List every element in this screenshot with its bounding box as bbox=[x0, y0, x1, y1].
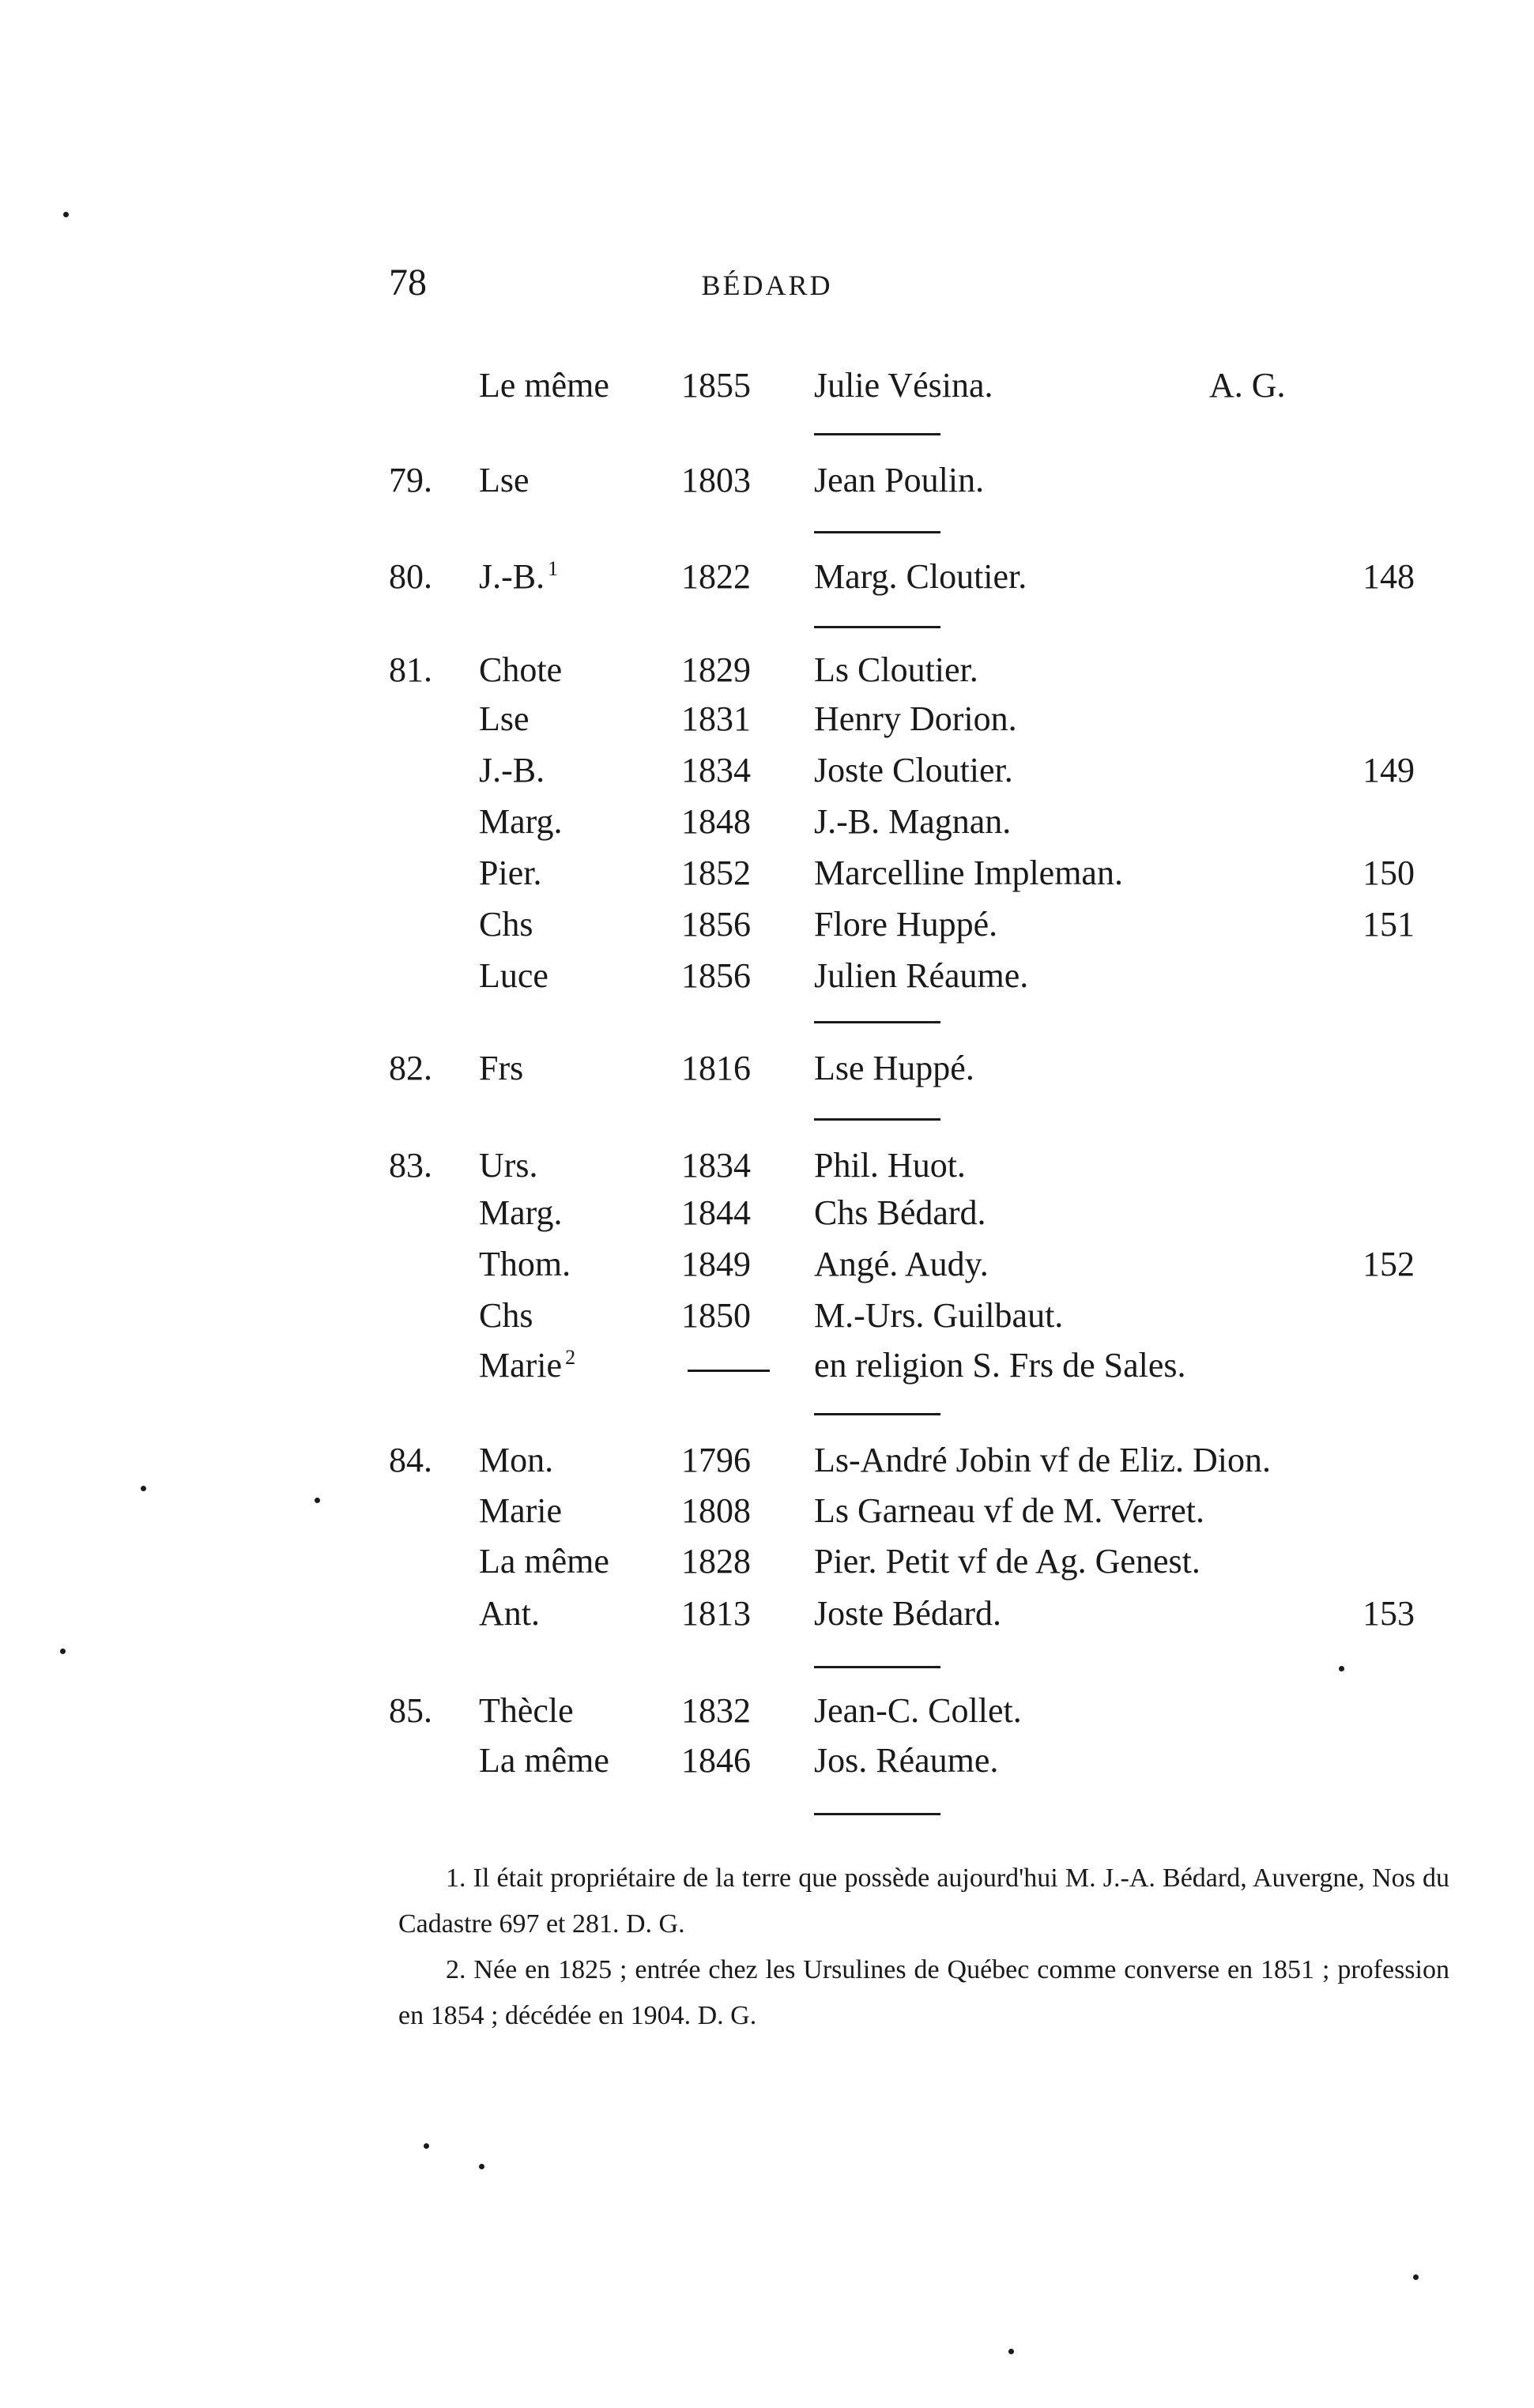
scan-speck bbox=[1008, 2349, 1014, 2354]
entry-year: 1832 bbox=[681, 1691, 751, 1730]
entry-row bbox=[0, 646, 1534, 694]
entry-spouse: Lse Huppé. bbox=[814, 1049, 974, 1087]
entry-row bbox=[0, 553, 1534, 601]
entry-year: 1834 bbox=[681, 1146, 751, 1185]
entry-spouse: Jean-C. Collet. bbox=[814, 1691, 1022, 1730]
entry-year: 1829 bbox=[681, 650, 751, 689]
entry-note: A. G. bbox=[1209, 366, 1286, 405]
entry-spouse: M.-Urs. Guilbaut. bbox=[814, 1296, 1064, 1335]
footnote-marker: 2 bbox=[565, 1346, 576, 1370]
scan-speck bbox=[315, 1498, 320, 1503]
entry-row bbox=[0, 457, 1534, 504]
entry-spouse: Henry Dorion. bbox=[814, 699, 1017, 738]
entry-name: Mon. bbox=[479, 1441, 554, 1479]
scan-speck bbox=[141, 1486, 146, 1491]
entry-name: Lse bbox=[479, 699, 530, 738]
entry-name: Luce bbox=[479, 956, 548, 995]
entry-row bbox=[0, 952, 1534, 1000]
separator-rule bbox=[814, 1021, 940, 1023]
entry-spouse: Ls Garneau vf de M. Verret. bbox=[814, 1491, 1205, 1530]
entry-year: 1813 bbox=[681, 1594, 751, 1633]
entry-spouse: Julien Réaume. bbox=[814, 956, 1029, 995]
separator-rule bbox=[814, 1813, 940, 1815]
entry-year: 1816 bbox=[681, 1049, 751, 1087]
entry-spouse: Angé. Audy. bbox=[814, 1245, 989, 1283]
entry-row bbox=[0, 798, 1534, 846]
entry-name: Thom. bbox=[479, 1245, 571, 1283]
entry-name: La même bbox=[479, 1741, 609, 1780]
entry-row bbox=[0, 747, 1534, 794]
entry-spouse: Phil. Huot. bbox=[814, 1146, 966, 1185]
entry-spouse: Jean Poulin. bbox=[814, 461, 985, 499]
entry-name: Marg. bbox=[479, 802, 563, 841]
separator-rule bbox=[814, 433, 940, 435]
entry-name: Pier. bbox=[479, 854, 542, 892]
entry-spouse: Jos. Réaume. bbox=[814, 1741, 999, 1780]
entry-name: La même bbox=[479, 1542, 609, 1581]
entry-spouse: J.-B. Magnan. bbox=[814, 802, 1012, 841]
entry-year: 1844 bbox=[681, 1193, 751, 1232]
entry-name: Chs bbox=[479, 1296, 533, 1335]
entry-spouse: Chs Bédard. bbox=[814, 1193, 986, 1232]
entry-year: 1856 bbox=[681, 956, 751, 995]
entry-year: 1849 bbox=[681, 1245, 751, 1283]
entry-name: Chs bbox=[479, 905, 533, 944]
entry-row bbox=[0, 1342, 1534, 1389]
entry-row bbox=[0, 850, 1534, 897]
entry-name: Frs bbox=[479, 1049, 524, 1087]
entry-name: Lse bbox=[479, 461, 530, 499]
page-number: 78 bbox=[389, 262, 427, 303]
scan-speck bbox=[1339, 1666, 1344, 1671]
footnote-1: 1. Il était propriétaire de la terre que possède aujourd'hui M. J.-A. Bédard, Auvergne, Nos du Cadastre 697 et 281. D. G. bbox=[398, 1863, 1449, 1939]
entry-year: 1828 bbox=[681, 1542, 751, 1581]
entry-name: J.-B. $^1$ bbox=[479, 557, 559, 596]
entry-year: 1808 bbox=[681, 1491, 751, 1530]
year-dash bbox=[688, 1370, 770, 1372]
entry-row bbox=[0, 695, 1534, 743]
footnote-marker: 1 bbox=[548, 557, 559, 581]
entry-name: Marie $^2$ bbox=[479, 1346, 576, 1385]
entry-number: 82. bbox=[389, 1049, 432, 1087]
entry-spouse: Ls-André Jobin vf de Eliz. Dion. bbox=[814, 1441, 1271, 1479]
entry-row bbox=[0, 1241, 1534, 1288]
entry-name: Chote bbox=[479, 650, 563, 689]
entry-spouse: Julie Vésina. bbox=[814, 366, 993, 405]
entry-year: 1856 bbox=[681, 905, 751, 944]
entry-ref: 152 bbox=[1363, 1245, 1415, 1283]
entry-name: Marg. bbox=[479, 1193, 563, 1232]
entry-row bbox=[0, 1437, 1534, 1484]
footnote-2: 2. Née en 1825 ; entrée chez les Ursulines de Québec comme converse en 1851 ; profession en 1854 ; décédée en 1904. D. G. bbox=[398, 1955, 1449, 2030]
separator-rule bbox=[814, 531, 940, 533]
entry-row bbox=[0, 1292, 1534, 1340]
separator-rule bbox=[814, 1413, 940, 1415]
entry-ref: 149 bbox=[1363, 751, 1415, 789]
entry-name: Urs. bbox=[479, 1146, 538, 1185]
entry-number: 84. bbox=[389, 1441, 432, 1479]
entry-row bbox=[0, 1142, 1534, 1189]
entry-number: 83. bbox=[389, 1146, 432, 1185]
entry-name: Ant. bbox=[479, 1594, 540, 1633]
entry-number: 85. bbox=[389, 1691, 432, 1730]
entry-number: 79. bbox=[389, 461, 432, 499]
entry-spouse: Marcelline Impleman. bbox=[814, 854, 1123, 892]
scan-speck bbox=[424, 2143, 429, 2149]
entry-year: 1850 bbox=[681, 1296, 751, 1335]
entry-year: 1796 bbox=[681, 1441, 751, 1479]
entry-ref: 150 bbox=[1363, 854, 1415, 892]
entry-name: Le même bbox=[479, 366, 609, 405]
entry-year: 1846 bbox=[681, 1741, 751, 1780]
entry-row bbox=[0, 1538, 1534, 1585]
entry-spouse: Ls Cloutier. bbox=[814, 650, 978, 689]
entry-ref: 153 bbox=[1363, 1594, 1415, 1633]
entry-year: 1855 bbox=[681, 366, 751, 405]
entry-year: 1848 bbox=[681, 802, 751, 841]
scan-speck bbox=[63, 212, 69, 217]
entry-spouse: Marg. Cloutier. bbox=[814, 557, 1027, 596]
entry-spouse: en religion S. Frs de Sales. bbox=[814, 1346, 1186, 1385]
entry-row bbox=[0, 1045, 1534, 1092]
entry-ref: 151 bbox=[1363, 905, 1415, 944]
entry-row bbox=[0, 362, 1534, 409]
entry-name: Thècle bbox=[479, 1691, 574, 1730]
entry-row bbox=[0, 1687, 1534, 1735]
separator-rule bbox=[814, 626, 940, 628]
separator-rule bbox=[814, 1666, 940, 1668]
entry-row bbox=[0, 1737, 1534, 1784]
entry-number: 81. bbox=[389, 650, 432, 689]
entry-spouse: Joste Bédard. bbox=[814, 1594, 1002, 1633]
running-head: BÉDARD bbox=[701, 269, 833, 301]
scan-speck bbox=[60, 1649, 66, 1654]
entry-spouse: Pier. Petit vf de Ag. Genest. bbox=[814, 1542, 1200, 1581]
scan-speck bbox=[1413, 2274, 1419, 2280]
entry-ref: 148 bbox=[1363, 557, 1415, 596]
footnotes bbox=[398, 1856, 1449, 2039]
entry-number: 80. bbox=[389, 557, 432, 596]
entry-row bbox=[0, 1189, 1534, 1237]
entry-name: Marie bbox=[479, 1491, 563, 1530]
entry-year: 1803 bbox=[681, 461, 751, 499]
entry-row bbox=[0, 1590, 1534, 1637]
entry-spouse: Flore Huppé. bbox=[814, 905, 998, 944]
entry-spouse: Joste Cloutier. bbox=[814, 751, 1013, 789]
entry-name: J.-B. bbox=[479, 751, 545, 789]
entry-year: 1852 bbox=[681, 854, 751, 892]
entry-year: 1822 bbox=[681, 557, 751, 596]
entry-row bbox=[0, 1487, 1534, 1535]
entry-year: 1834 bbox=[681, 751, 751, 789]
scan-speck bbox=[479, 2164, 484, 2169]
entry-row bbox=[0, 901, 1534, 948]
separator-rule bbox=[814, 1118, 940, 1121]
entry-year: 1831 bbox=[681, 699, 751, 738]
